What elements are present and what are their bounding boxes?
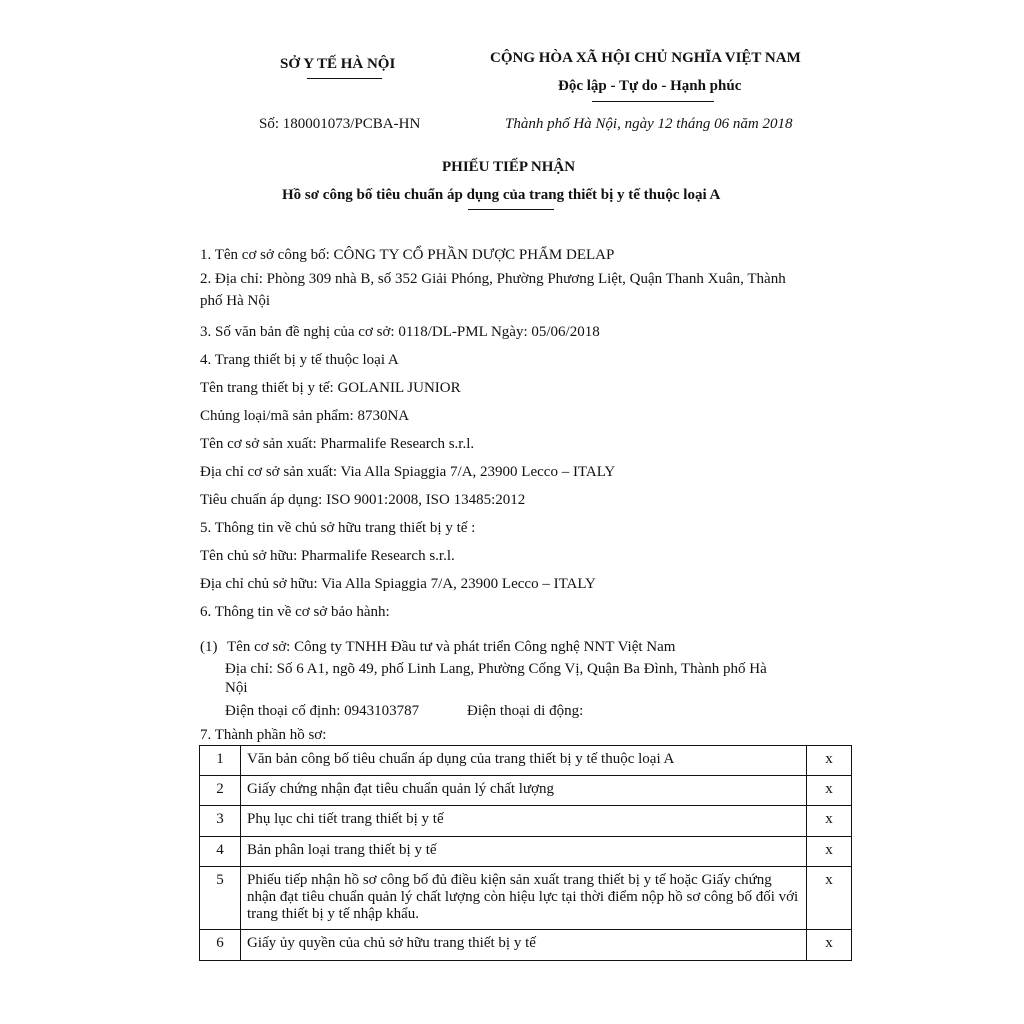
- row-description: Bản phân loại trang thiết bị y tế: [241, 837, 807, 867]
- table-row: [200, 776, 852, 806]
- table-row: [200, 837, 852, 867]
- subtitle-underline: [468, 209, 554, 210]
- warranty-landline: Điện thoại cố định: 0943103787: [225, 703, 420, 719]
- row-check-mark: x: [807, 930, 852, 961]
- table-row: [200, 746, 852, 776]
- manufacturer: Tên cơ sở sản xuất: Pharmalife Research s.r.l.: [200, 436, 475, 452]
- row-check-mark: x: [807, 746, 852, 776]
- owner-address: Địa chỉ chủ sở hữu: Via Alla Spiaggia 7/A, 23900 Lecco – ITALY: [200, 576, 596, 592]
- document-number: Số: 180001073/PCBA-HN: [259, 116, 421, 132]
- nation-name: CỘNG HÒA XÃ HỘI CHỦ NGHĨA VIỆT NAM: [490, 50, 801, 66]
- item-7: 7. Thành phần hồ sơ:: [200, 727, 327, 743]
- warranty-mobile: Điện thoại di động:: [467, 703, 584, 719]
- row-description: Giấy ủy quyền của chủ sở hữu trang thiết bị y tế: [241, 930, 807, 961]
- row-number: 2: [200, 776, 241, 806]
- item-3: 3. Số văn bản đề nghị của cơ sở: 0118/DL-PML Ngày: 05/06/2018: [200, 324, 600, 340]
- document-subtitle: Hồ sơ công bố tiêu chuẩn áp dụng của trang thiết bị y tế thuộc loại A: [282, 187, 721, 203]
- row-description: Giấy chứng nhận đạt tiêu chuẩn quản lý chất lượng: [241, 776, 807, 806]
- item-4: 4. Trang thiết bị y tế thuộc loại A: [200, 352, 399, 368]
- components-table: [199, 745, 852, 961]
- item-2-line-1: 2. Địa chỉ: Phòng 309 nhà B, số 352 Giải Phóng, Phường Phương Liệt, Quận Thanh Xuân, Thành: [200, 271, 786, 287]
- components-table-body: [200, 746, 852, 961]
- agency-underline: [307, 78, 382, 79]
- warranty-address-line-2: Nội: [225, 680, 248, 696]
- motto-underline: [592, 101, 714, 102]
- row-check-mark: x: [807, 776, 852, 806]
- row-number: 5: [200, 867, 241, 930]
- place-date: Thành phố Hà Nội, ngày 12 tháng 06 năm 2018: [505, 116, 793, 132]
- table-row: [200, 930, 852, 961]
- row-number: 6: [200, 930, 241, 961]
- device-type: Chủng loại/mã sản phẩm: 8730NA: [200, 408, 410, 424]
- row-description: Phiếu tiếp nhận hồ sơ công bố đủ điều kiện sản xuất trang thiết bị y tế hoặc Giấy chứng nhận đạt tiêu chuẩn quản lý chất lượng còn hiệu lực tại thời điểm nộp hồ sơ công bố đối với trang thiết bị y tế nhập khẩu.: [241, 867, 807, 930]
- table-row: [200, 867, 852, 930]
- row-description: Văn bản công bố tiêu chuẩn áp dụng của trang thiết bị y tế thuộc loại A: [241, 746, 807, 776]
- owner-name: Tên chủ sở hữu: Pharmalife Research s.r.l.: [200, 548, 455, 564]
- row-check-mark: x: [807, 806, 852, 837]
- standards: Tiêu chuẩn áp dụng: ISO 9001:2008, ISO 13485:2012: [200, 492, 526, 508]
- document-title: PHIẾU TIẾP NHẬN: [442, 159, 576, 175]
- item-6: 6. Thông tin về cơ sở bảo hành:: [200, 604, 390, 620]
- agency-name: SỞ Y TẾ HÀ NỘI: [280, 56, 396, 72]
- device-name: Tên trang thiết bị y tế: GOLANIL JUNIOR: [200, 380, 461, 396]
- item-2-line-2: phố Hà Nội: [200, 293, 270, 309]
- warranty-index: (1): [200, 639, 218, 655]
- table-row: [200, 806, 852, 837]
- row-number: 4: [200, 837, 241, 867]
- row-description: Phụ lục chi tiết trang thiết bị y tế: [241, 806, 807, 837]
- manufacturer-address: Địa chỉ cơ sở sản xuất: Via Alla Spiaggia 7/A, 23900 Lecco – ITALY: [200, 464, 616, 480]
- warranty-address-line-1: Địa chỉ: Số 6 A1, ngõ 49, phố Linh Lang, Phường Cống Vị, Quận Ba Đình, Thành phố Hà: [225, 661, 767, 677]
- item-5: 5. Thông tin về chủ sở hữu trang thiết bị y tế :: [200, 520, 476, 536]
- warranty-name: Tên cơ sở: Công ty TNHH Đầu tư và phát triển Công nghệ NNT Việt Nam: [227, 639, 676, 655]
- motto: Độc lập - Tự do - Hạnh phúc: [558, 78, 742, 94]
- row-number: 3: [200, 806, 241, 837]
- row-check-mark: x: [807, 867, 852, 930]
- row-number: 1: [200, 746, 241, 776]
- item-1: 1. Tên cơ sở công bố: CÔNG TY CỔ PHẦN DƯỢC PHẨM DELAP: [200, 247, 615, 263]
- row-check-mark: x: [807, 837, 852, 867]
